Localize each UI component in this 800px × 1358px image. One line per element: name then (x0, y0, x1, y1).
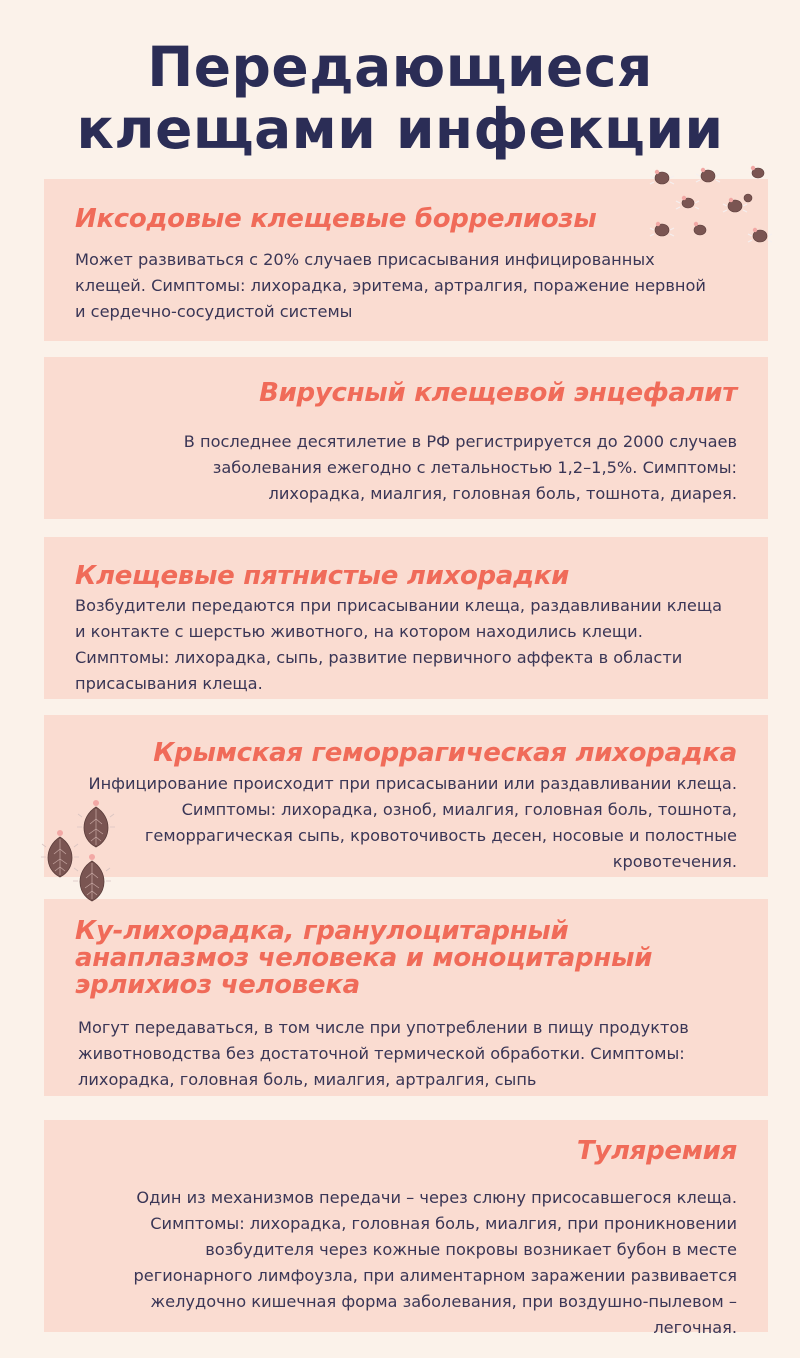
info-card-encephalitis (44, 357, 768, 519)
card-title: Туляремия (576, 1136, 737, 1166)
page-title (0, 36, 800, 160)
page-title-line-1: Передающиеся (147, 35, 653, 99)
card-text: Возбудители передаются при присасывании клеща, раздавливании клеща и контакте с шерстью животного, на котором находились клещи. Симптомы: лихорадка, сыпь, развитие первичного аффекта в области присасывания клеща. (75, 596, 722, 693)
info-card-q-fever (44, 899, 768, 1096)
card-title: Ку-лихорадка, гранулоцитарный анаплазмоз человека и моноцитарный эрлихиоз человека (75, 916, 653, 1000)
card-title: Клещевые пятнистые лихорадки (75, 561, 570, 591)
card-text: Могут передаваться, в том числе при употреблении в пищу продуктов животноводства без достаточной термической обработки. Симптомы: лихорадка, головная боль, миалгия, артралгия, сыпь (78, 1018, 689, 1089)
card-title: Крымская геморрагическая лихорадка (153, 738, 737, 768)
info-card-crimean-fever (44, 715, 768, 877)
card-text: В последнее десятилетие в РФ регистрируется до 2000 случаев заболевания ежегодно с летальностью 1,2–1,5%. Симптомы: лихорадка, миалгия, головная боль, тошнота, диарея. (183, 432, 737, 503)
card-text: Инфицирование происходит при присасывании или раздавливании клеща. Симптомы: лихорадка, озноб, миалгия, головная боль, тошнота, геморрагическая сыпь, кровоточивость десен, носовые и полостные кровотечения. (88, 774, 737, 871)
page-title-line-2: клещами инфекции (76, 97, 724, 161)
card-title: Иксодовые клещевые боррелиозы (75, 204, 597, 234)
card-text: Один из механизмов передачи – через слюну присосавшегося клеща. Симптомы: лихорадка, головная боль, миалгия, при проникновении возбудителя через кожные покровы возникает бубон в месте регионарного лимфоузла, при алиментарном заражении развивается желудочно кишечная форма заболевания, при воздушно-пылевом – легочная. (133, 1188, 737, 1337)
info-card-borreliosis (44, 179, 768, 341)
info-card-tularemia (44, 1120, 768, 1337)
info-card-spotted-fevers (44, 537, 768, 699)
card-title: Вирусный клещевой энцефалит (259, 378, 737, 408)
card-text: Может развиваться с 20% случаев присасывания инфицированных клещей. Симптомы: лихорадка, эритема, артралгия, поражение нервной и сердечно-сосудистой системы (75, 250, 706, 321)
